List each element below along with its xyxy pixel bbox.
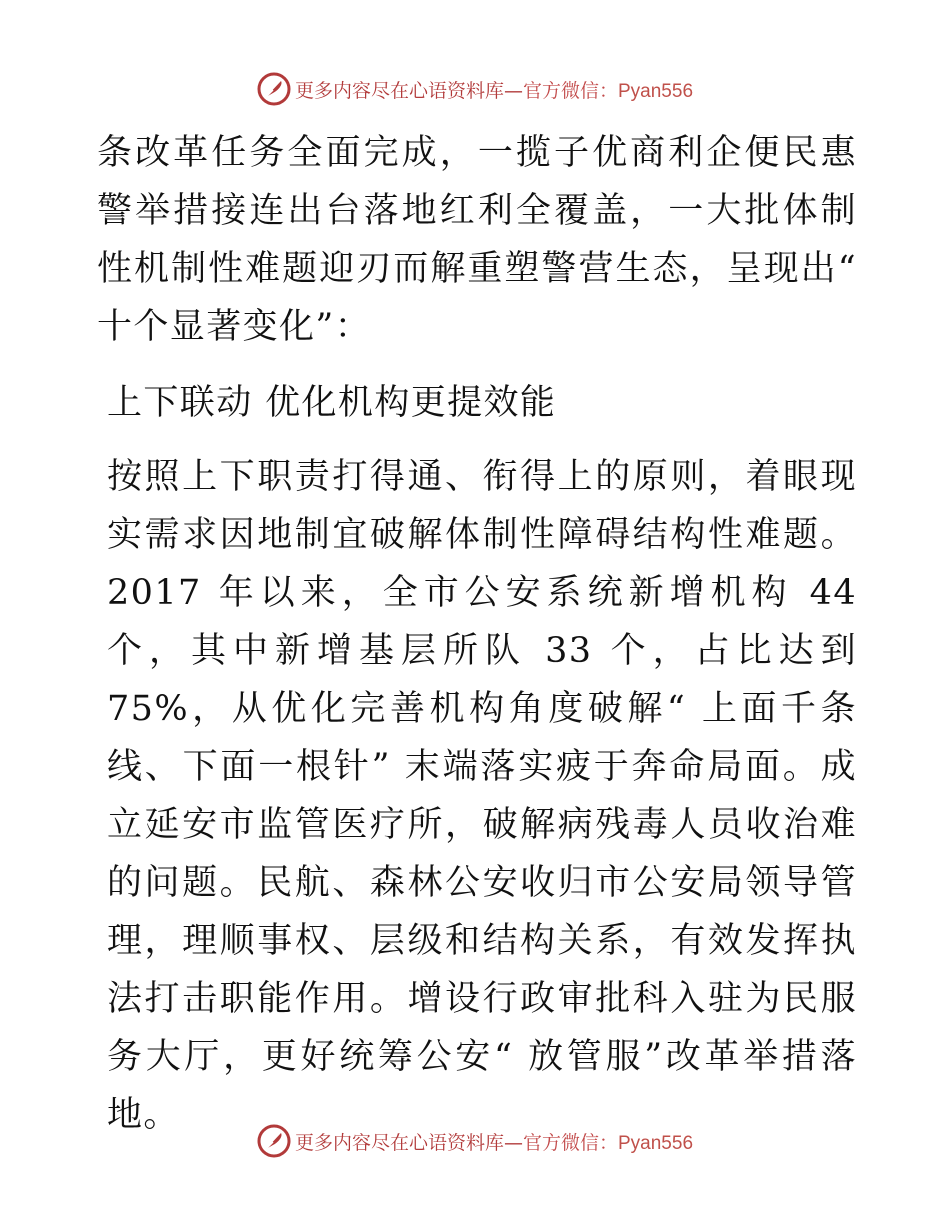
watermark-text xyxy=(295,1128,693,1155)
watermark-sub: 官方微信： xyxy=(522,1131,618,1154)
section-heading: 上下联动 优化机构更提效能 xyxy=(107,383,557,423)
footer-watermark xyxy=(0,1124,950,1158)
header-watermark xyxy=(0,72,950,106)
feather-logo-icon xyxy=(257,1124,291,1158)
document-body xyxy=(97,124,857,1144)
watermark-id: Pyan556 xyxy=(618,1132,694,1154)
watermark-dash: — xyxy=(503,79,523,102)
watermark-dash: — xyxy=(503,1131,523,1154)
feather-logo-icon xyxy=(257,72,291,106)
watermark-id: Pyan556 xyxy=(618,80,694,102)
watermark-main: 更多内容尽在心语资料库 xyxy=(294,1131,504,1154)
watermark-sub: 官方微信： xyxy=(522,79,618,102)
watermark-text xyxy=(295,76,693,103)
paragraph-body: 按照上下职责打得通、衔得上的原则，着眼现实需求因地制宜破解体制性障碍结构性难题。2017 年以来，全市公安系统新增机构 44 个，其中新增基层所队 33 个，占比达到 75%，从优化完善机构角度破解“ 上面千条线、下面一根针” 末端落实疲于奔命局面。成立延安市监管医疗所，破解病残毒人员收治难的问题。民航、森林公安收归市公安局领导管理，理顺事权、层级和结构关系，有效发挥执法打击职能作用。增设行政审批科入驻为民服务大厅，更好统筹公安“ 放管服”改革举措落地。 xyxy=(107,457,857,1135)
watermark-main: 更多内容尽在心语资料库 xyxy=(294,79,504,102)
paragraph-intro: 条改革任务全面完成，一揽子优商利企便民惠警举措接连出台落地红利全覆盖，一大批体制性机制性难题迎刃而解重塑警营生态，呈现出“ 十个显著变化”： xyxy=(97,133,857,347)
